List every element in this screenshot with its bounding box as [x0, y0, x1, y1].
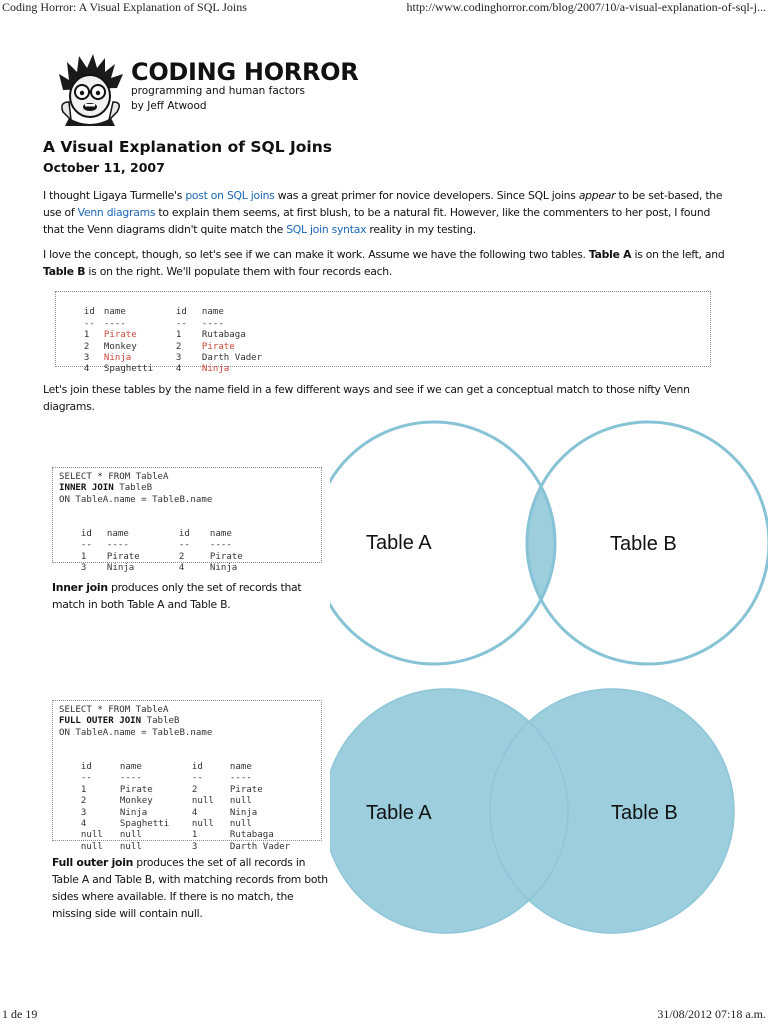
post-on-sql-joins-link[interactable]: post on SQL joins	[185, 189, 275, 202]
table-row: 4 Spaghetti null null	[80, 818, 252, 829]
site-tagline: programming and human factors	[131, 85, 305, 97]
table-row: 1 Pirate 2 Pirate	[80, 551, 243, 562]
source-tables-code-box	[55, 291, 711, 375]
table-header-row: id name id name	[80, 761, 252, 772]
table-row: null null 3 Darth Vader	[80, 841, 291, 852]
table-row: 1 Pirate 2 Pirate	[80, 784, 263, 795]
print-footer-page: 1 de 19	[2, 1007, 38, 1021]
table-row: 3 Ninja 4 Ninja	[80, 807, 258, 818]
venn-label-table-b: Table B	[610, 533, 677, 555]
venn-label-table-a: Table A	[366, 532, 432, 554]
site-author: by Jeff Atwood	[131, 100, 207, 112]
table-row: 3 Ninja 3 Darth Vader	[83, 352, 263, 363]
site-title[interactable]: CODING HORROR	[131, 58, 359, 86]
table-row: 3 Ninja 4 Ninja	[80, 563, 238, 574]
inner-join-code-box: SELECT * FROM TableA INNER JOIN TableB ON TableA.name = TableB.name id name id name -- ---- -- ---- 1 Pirate 2 Pirate 3 Ninja 4 Ninja	[52, 467, 322, 563]
table-dash-row: -- ---- -- ----	[83, 318, 224, 329]
table-header-row: id name id name	[80, 528, 232, 539]
post-date: October 11, 2007	[43, 160, 165, 175]
table-row: 4 Spaghetti 4 Ninja	[83, 364, 230, 375]
intro-paragraph-2: I love the concept, though, so let's see if we can make it work. Assume we have the following two tables. Table A is on the left, and Table B is on the right. We'll populate them with four records each.	[43, 248, 725, 278]
inner-join-keyword: INNER JOIN	[59, 483, 114, 494]
intro-paragraph-3: Let's join these tables by the name field in a few different ways and see if we can get a conceptual match to those nifty Venn diagrams.	[43, 383, 690, 413]
full-outer-join-code-box: SELECT * FROM TableA FULL OUTER JOIN TableB ON TableA.name = TableB.name id name id name -- ---- -- ---- 1 Pirate 2 Pirate 2 Monkey null null 3 Ninja 4 Ninja 4 Spaghetti null null null null 1 Rutabaga null null 3 Darth Vader	[52, 700, 322, 841]
full-outer-join-caption: Full outer join produces the set of all records in Table A and Table B, with matching records from both sides where available. If there is no match, the missing side will contain null.	[52, 856, 328, 920]
venn-label-table-b: Table B	[611, 802, 678, 824]
table-dash-row: -- ---- -- ----	[80, 773, 252, 784]
table-row: 2 Monkey null null	[80, 796, 252, 807]
table-row: 2 Monkey 2 Pirate	[83, 341, 235, 352]
intro-paragraph-1: I thought Ligaya Turmelle's post on SQL joins was a great primer for novice developers. Since SQL joins appear to be set-based, the use of Venn diagrams to explain them seems, at first blush, to be a natural fit. However, like the commenters to her post, I found that the Venn diagrams didn't quite match the SQL join syntax reality in my testing.	[43, 189, 723, 236]
table-row: null null 1 Rutabaga	[80, 830, 274, 841]
full-outer-join-venn-diagram	[330, 683, 768, 941]
sql-join-syntax-link[interactable]: SQL join syntax	[286, 223, 367, 236]
venn-label-table-a: Table A	[366, 802, 432, 824]
coding-horror-mascot-icon[interactable]	[57, 52, 127, 126]
table-dash-row: -- ---- -- ----	[80, 540, 232, 551]
inner-join-caption: Inner join produces only the set of records that match in both Table A and Table B.	[52, 581, 302, 611]
table-row: 1 Pirate 1 Rutabaga	[83, 330, 246, 341]
inner-join-venn-diagram	[330, 415, 768, 677]
table-header-row: id name id name	[83, 307, 224, 318]
print-header-title: Coding Horror: A Visual Explanation of SQL Joins	[2, 0, 247, 14]
print-footer-datetime: 31/08/2012 07:18 a.m.	[657, 1007, 766, 1021]
full-outer-join-keyword: FULL OUTER JOIN	[59, 716, 142, 727]
venn-diagrams-link[interactable]: Venn diagrams	[77, 206, 156, 219]
print-header-url[interactable]: http://www.codinghorror.com/blog/2007/10/a-visual-explanation-of-sql-j...	[406, 0, 766, 14]
post-title: A Visual Explanation of SQL Joins	[43, 138, 332, 156]
